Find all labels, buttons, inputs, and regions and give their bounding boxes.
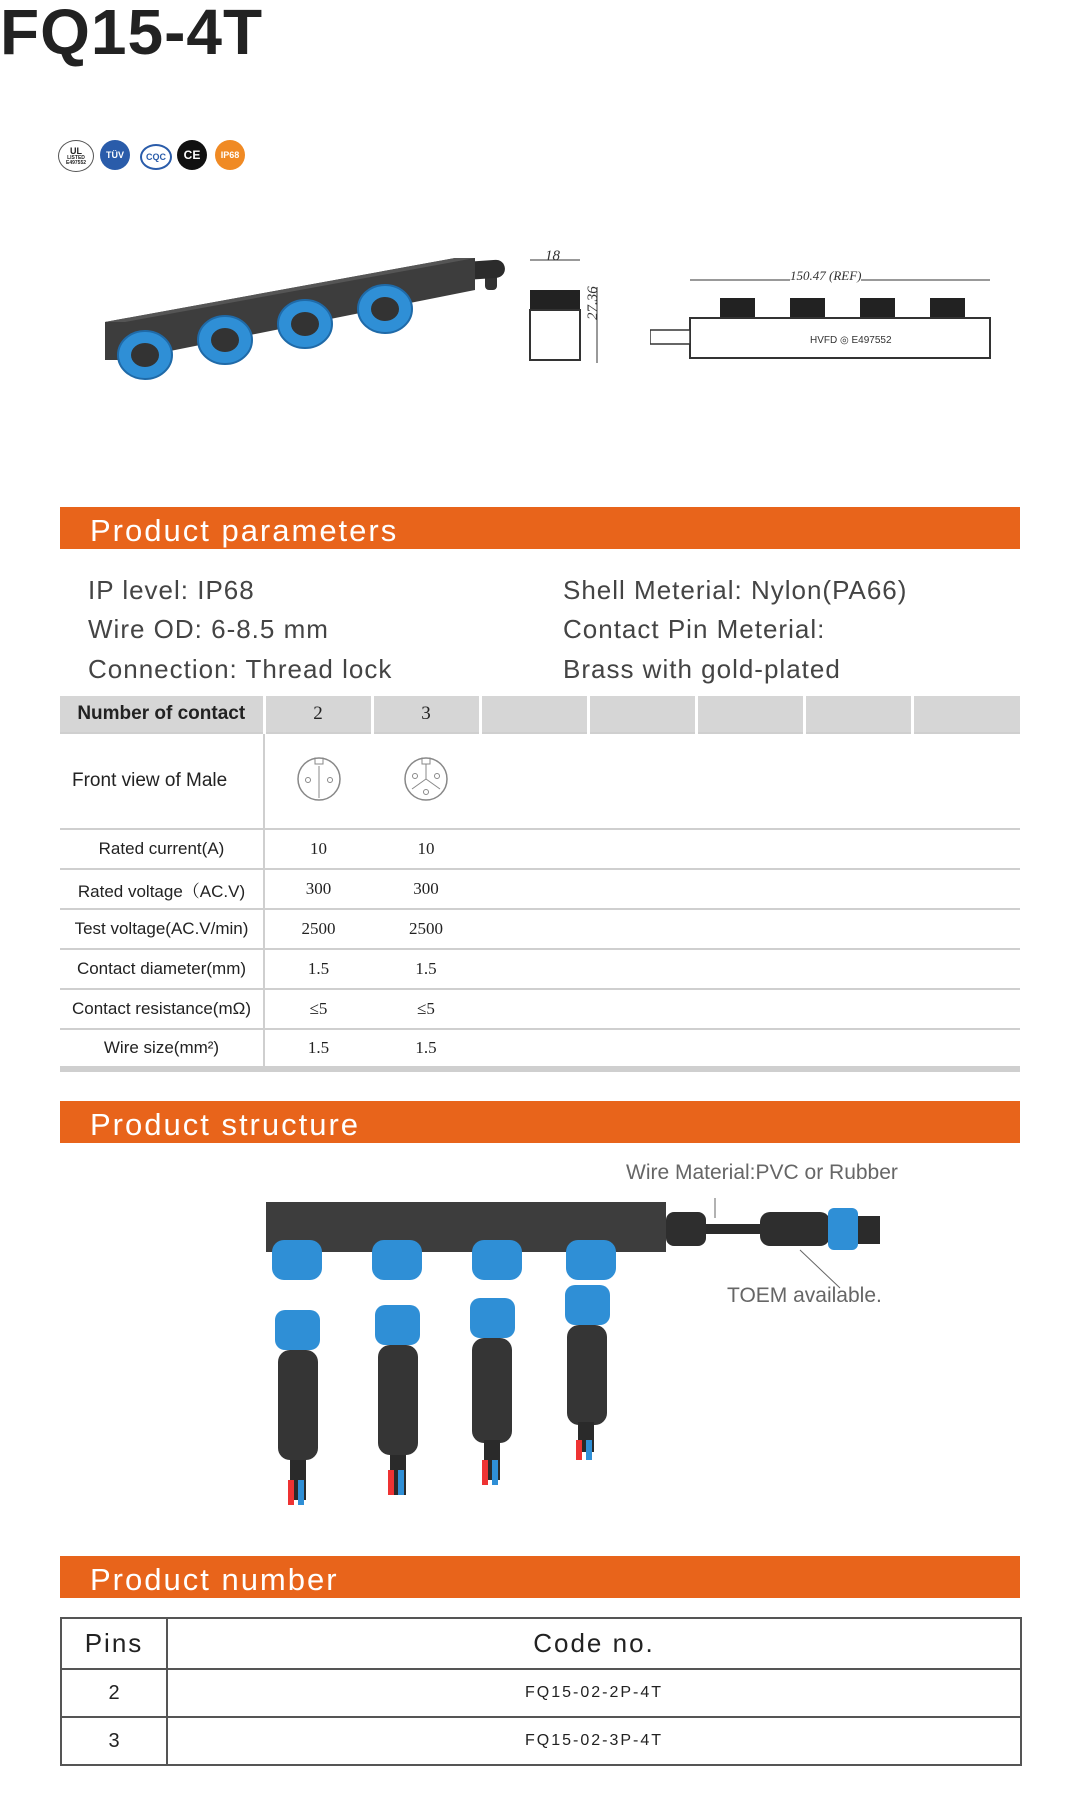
spec-contact-3: 3 xyxy=(372,696,480,733)
spec-row xyxy=(60,949,1020,989)
length-dimension: 150.47 (REF) xyxy=(790,268,862,283)
ul-badge-sub: LISTED E497552 xyxy=(65,154,87,166)
spec-value: 1.5 xyxy=(264,1029,372,1069)
spec-row-label: Rated current(A) xyxy=(60,829,264,869)
section-number-bar xyxy=(60,1556,1020,1598)
spec-value: 1.5 xyxy=(264,949,372,989)
spec-value: 10 xyxy=(372,829,480,869)
spec-value: 1.5 xyxy=(372,1029,480,1069)
product-number-table xyxy=(60,1617,1022,1766)
structure-photo xyxy=(260,1190,920,1520)
wire-material-note: Wire Material:PVC or Rubber xyxy=(626,1161,898,1184)
front-view-3pin xyxy=(372,733,480,829)
spec-row-label: Contact resistance(mΩ) xyxy=(60,989,264,1029)
spec-value: 2500 xyxy=(372,909,480,949)
ip68-icon: IP68 xyxy=(215,140,245,170)
ul-badge-label: UL xyxy=(70,145,82,156)
param-wire-od: Wire OD: 6-8.5 mm xyxy=(88,614,329,644)
spec-row xyxy=(60,989,1020,1029)
product-title: FQ15-4T xyxy=(0,0,264,68)
cqc-icon: CQC xyxy=(140,144,172,170)
three-pin-face-icon xyxy=(401,754,451,804)
spec-row xyxy=(60,1029,1020,1069)
pn-row xyxy=(61,1669,1021,1717)
product-photo xyxy=(95,250,515,395)
spec-header-label: Number of contact xyxy=(60,696,264,733)
spec-value: ≤5 xyxy=(264,989,372,1029)
pn-code: FQ15-02-3P-4T xyxy=(167,1717,1021,1765)
spec-value: 2500 xyxy=(264,909,372,949)
spec-row xyxy=(60,869,1020,909)
section-number-title: Product number xyxy=(90,1562,339,1597)
front-view-2pin xyxy=(264,733,372,829)
front-view-label: Front view of Male xyxy=(60,733,264,829)
ul-listed-icon xyxy=(58,140,94,172)
spec-value: 300 xyxy=(372,869,480,909)
spec-row-label: Rated voltage（AC.V) xyxy=(60,869,264,909)
spec-row-label: Contact diameter(mm) xyxy=(60,949,264,989)
height-dimension: 27.36 xyxy=(585,286,601,320)
section-parameters-title: Product parameters xyxy=(90,513,399,548)
spec-contact-2: 2 xyxy=(264,696,372,733)
param-contact-pin-material: Contact Pin Meterial: xyxy=(563,614,826,644)
pn-code: FQ15-02-2P-4T xyxy=(167,1669,1021,1717)
pn-header-code: Code no. xyxy=(167,1618,1021,1669)
tuv-icon: TÜV xyxy=(100,140,130,170)
spec-table xyxy=(60,696,1020,1072)
pn-pins: 3 xyxy=(61,1717,167,1765)
pn-pins: 2 xyxy=(61,1669,167,1717)
oem-note: TOEM available. xyxy=(727,1284,882,1307)
param-shell-material: Shell Meterial: Nylon(PA66) xyxy=(563,575,908,605)
spec-row xyxy=(60,909,1020,949)
section-parameters-bar xyxy=(60,507,1020,549)
pn-header-row xyxy=(61,1618,1021,1669)
svg-text:HVFD ◎ E497552: HVFD ◎ E497552 xyxy=(810,335,892,346)
param-connection: Connection: Thread lock xyxy=(88,654,393,684)
two-pin-face-icon xyxy=(294,754,344,804)
width-dimension: 18 xyxy=(545,248,560,264)
pn-header-pins: Pins xyxy=(61,1618,167,1669)
spec-value: 10 xyxy=(264,829,372,869)
param-contact-pin-plating: Brass with gold-plated xyxy=(563,654,841,684)
spec-front-view-row xyxy=(60,733,1020,829)
spec-value: ≤5 xyxy=(372,989,480,1029)
section-structure-bar xyxy=(60,1101,1020,1143)
spec-value: 300 xyxy=(264,869,372,909)
side-view-drawing xyxy=(525,245,625,375)
pn-row xyxy=(61,1717,1021,1765)
spec-row-label: Test voltage(AC.V/min) xyxy=(60,909,264,949)
spec-header-row xyxy=(60,696,1020,733)
spec-row-label: Wire size(mm²) xyxy=(60,1029,264,1069)
section-structure-title: Product structure xyxy=(90,1107,361,1142)
ce-icon: CE xyxy=(177,140,207,170)
spec-value: 1.5 xyxy=(372,949,480,989)
spec-row xyxy=(60,829,1020,869)
param-ip-level: IP level: IP68 xyxy=(88,575,255,605)
